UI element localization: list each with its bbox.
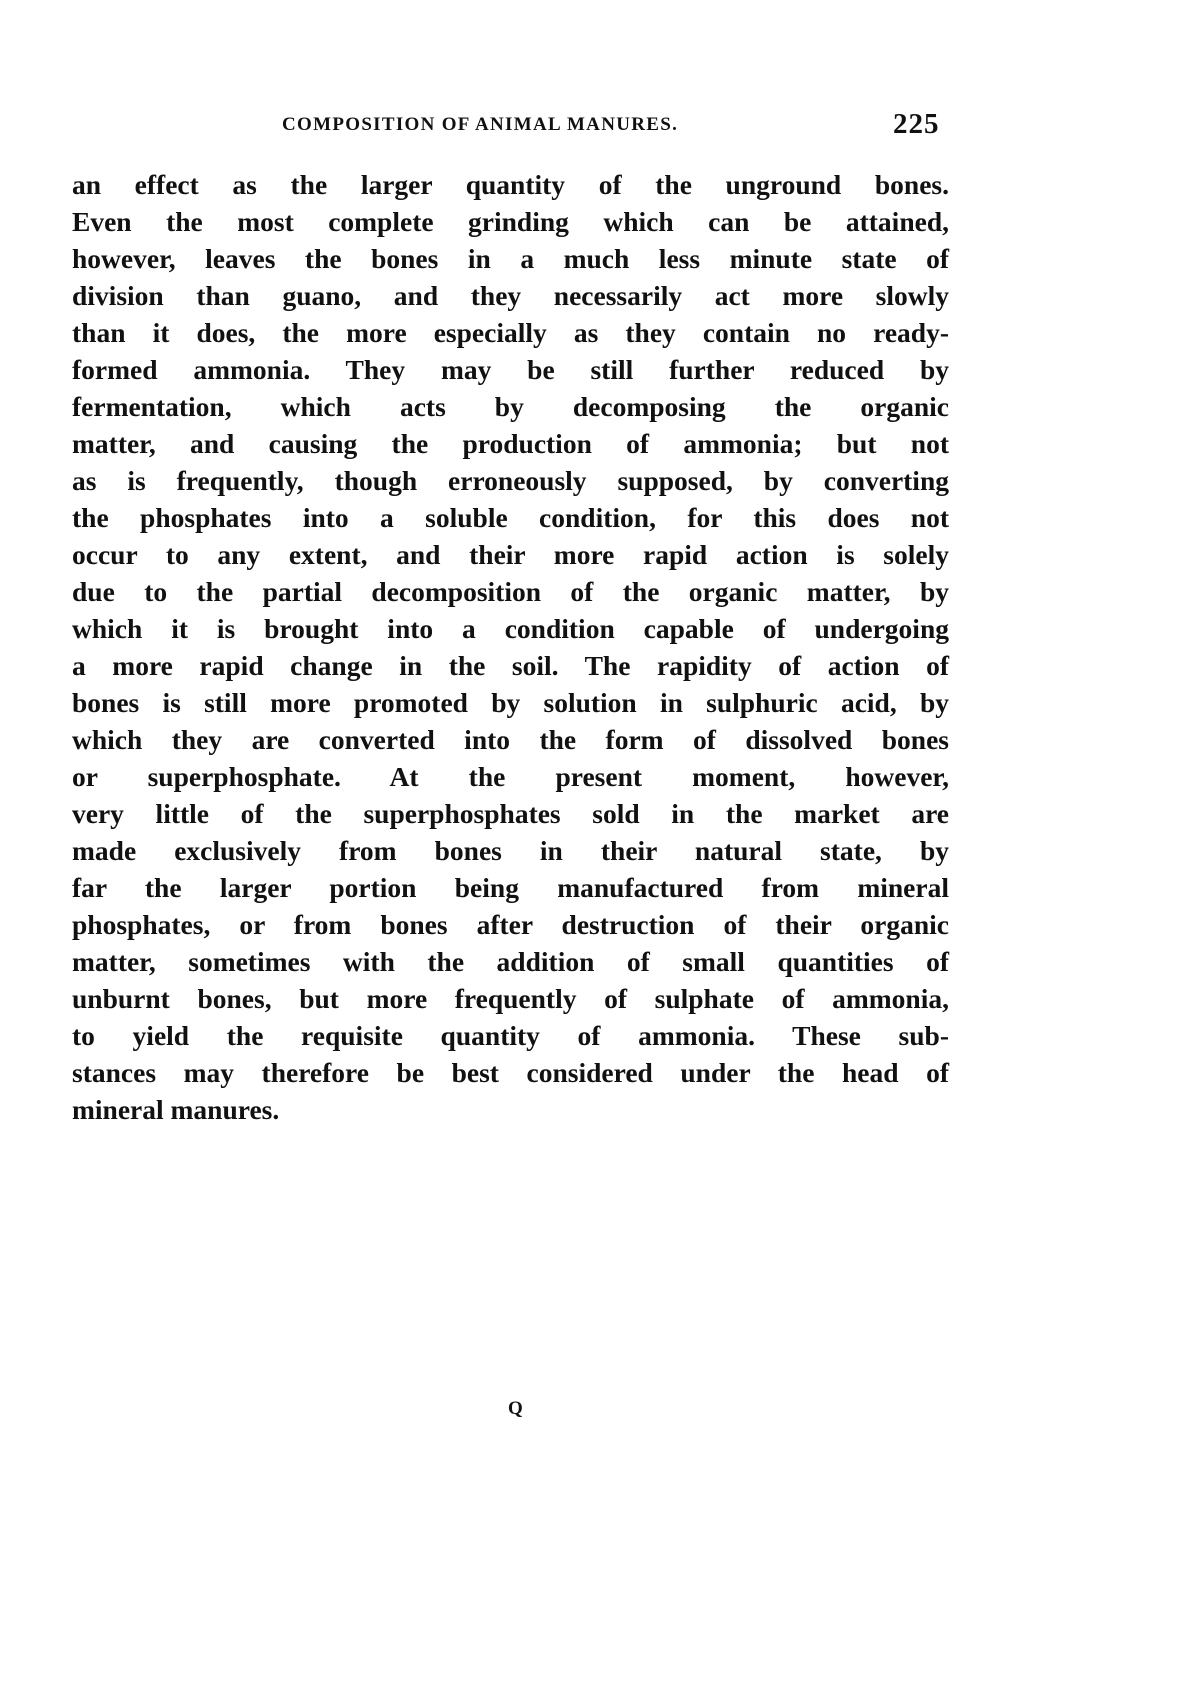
text-line: however, leaves the bones in a much less minute state of (72, 243, 949, 274)
text-line: mineral manures. (72, 1094, 280, 1125)
text-line: as is frequently, though erroneously supposed, by converting (72, 465, 949, 496)
signature-mark: Q (508, 1398, 523, 1419)
running-title: COMPOSITION OF ANIMAL MANURES. (282, 114, 679, 135)
page-number: 225 (893, 108, 940, 140)
text-line: formed ammonia. They may be still further reduced by (72, 354, 949, 385)
text-line: very little of the superphosphates sold in the market are (72, 798, 949, 829)
body-text (72, 166, 949, 1128)
page-header (0, 108, 1200, 142)
text-line: or superphosphate. At the present moment, however, (72, 761, 949, 792)
text-line: made exclusively from bones in their natural state, by (72, 835, 949, 866)
text-line: division than guano, and they necessarily act more slowly (72, 280, 949, 311)
text-line: the phosphates into a soluble condition, for this does not (72, 502, 949, 533)
text-line: matter, sometimes with the addition of small quantities of (72, 946, 949, 977)
text-line: Even the most complete grinding which can be attained, (72, 206, 949, 237)
text-line: than it does, the more especially as they contain no ready- (72, 317, 949, 348)
text-line: far the larger portion being manufactured from mineral (72, 872, 949, 903)
text-line: matter, and causing the production of ammonia; but not (72, 428, 949, 459)
text-line: which it is brought into a condition capable of undergoing (72, 613, 949, 644)
text-line: occur to any extent, and their more rapid action is solely (72, 539, 949, 570)
text-line: phosphates, or from bones after destruction of their organic (72, 909, 949, 940)
text-line: due to the partial decomposition of the organic matter, by (72, 576, 949, 607)
text-line: stances may therefore be best considered under the head of (72, 1057, 949, 1088)
text-line: bones is still more promoted by solution in sulphuric acid, by (72, 687, 949, 718)
text-line: which they are converted into the form of dissolved bones (72, 724, 949, 755)
text-line: unburnt bones, but more frequently of sulphate of ammonia, (72, 983, 949, 1014)
text-line: fermentation, which acts by decomposing the organic (72, 391, 949, 422)
text-line: a more rapid change in the soil. The rapidity of action of (72, 650, 949, 681)
text-line: an effect as the larger quantity of the unground bones. (72, 169, 949, 200)
text-line: to yield the requisite quantity of ammonia. These sub- (72, 1020, 949, 1051)
